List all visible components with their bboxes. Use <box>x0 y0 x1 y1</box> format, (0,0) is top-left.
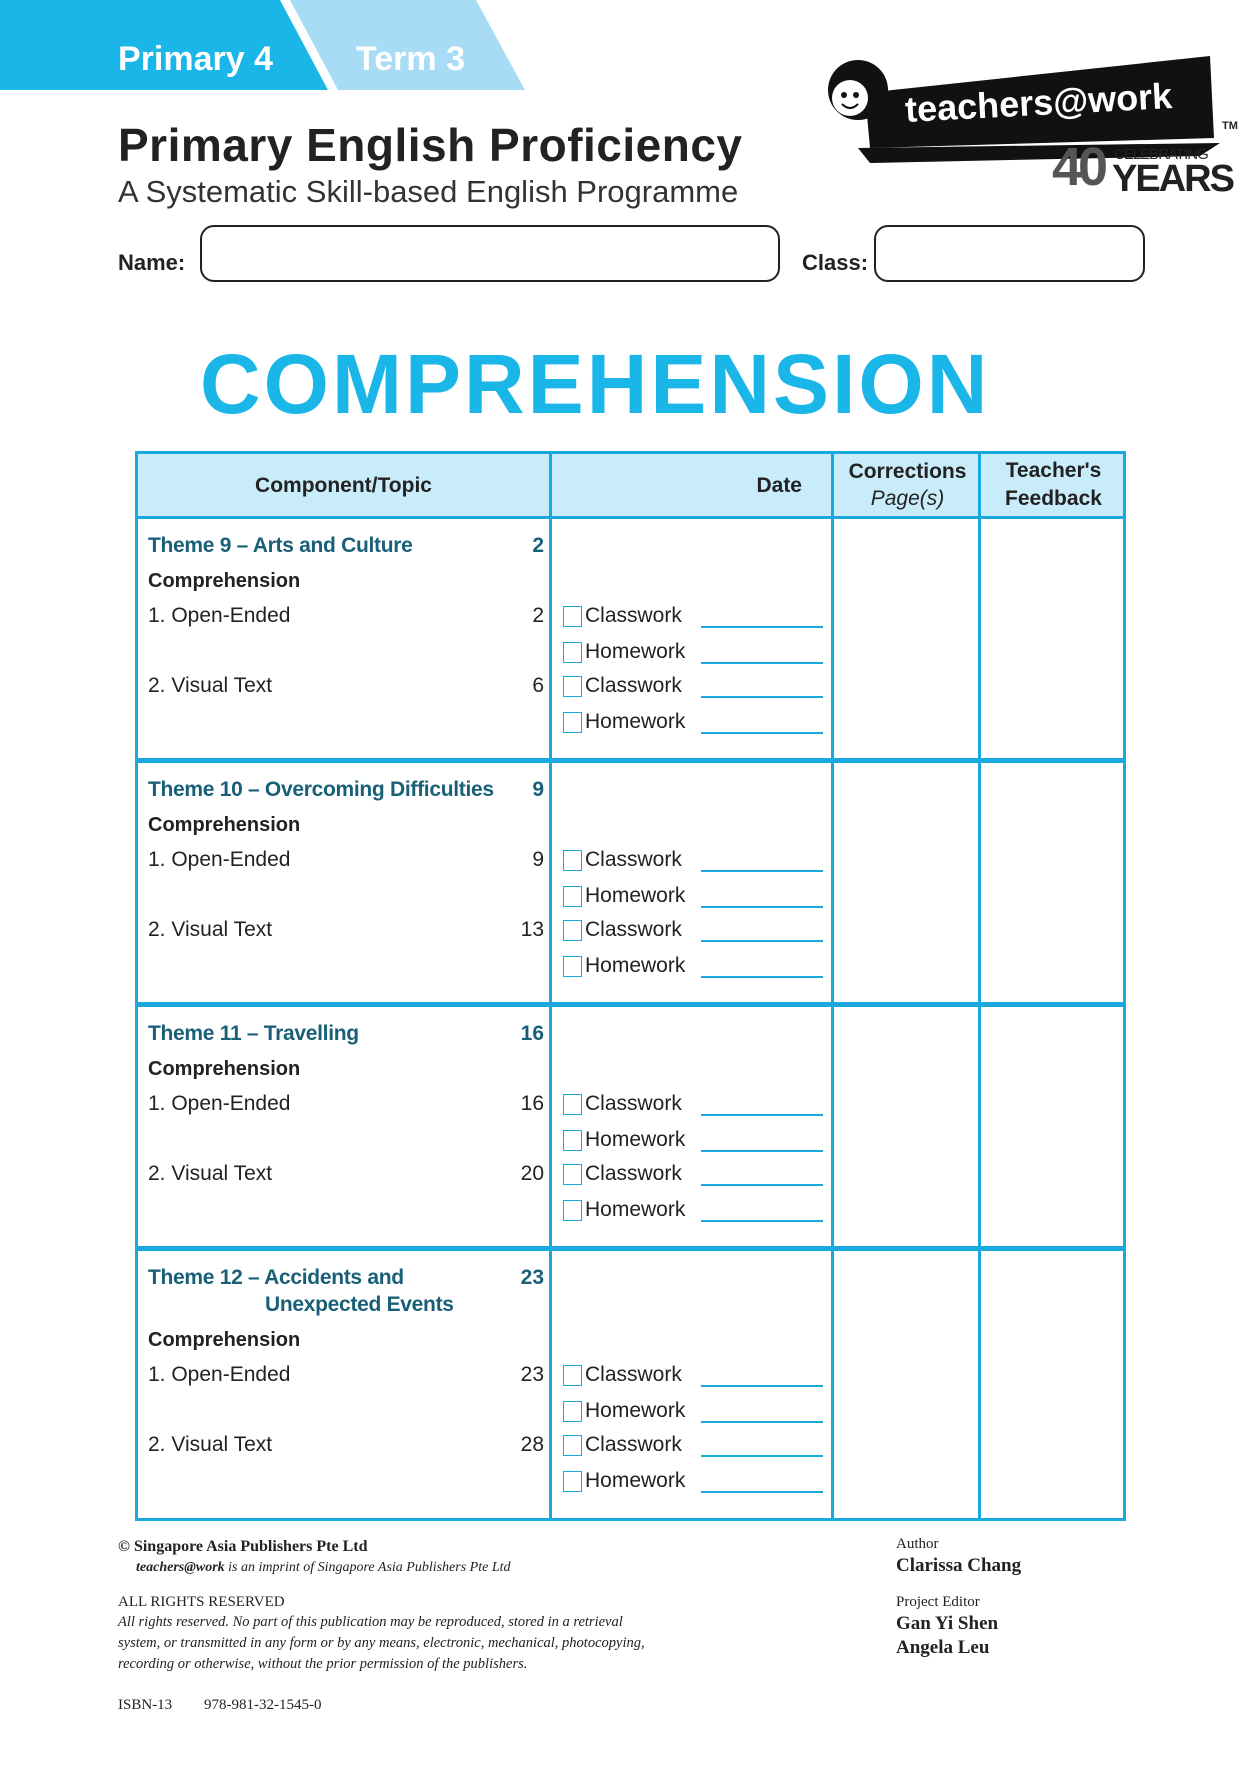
checkbox-icon[interactable] <box>563 1164 582 1185</box>
classwork-checkbox[interactable] <box>563 674 682 698</box>
classwork-label: Classwork <box>585 848 682 871</box>
editor-label: Project Editor <box>896 1594 980 1610</box>
homework-label: Homework <box>585 1128 686 1151</box>
classwork-date-line[interactable] <box>701 940 823 942</box>
item-page: 28 <box>520 1433 544 1456</box>
theme-title: Theme 11 – Travelling <box>148 1022 359 1045</box>
sub-label: Comprehension <box>148 570 301 592</box>
checkbox-icon[interactable] <box>563 1471 582 1492</box>
classwork-label: Classwork <box>585 1363 682 1386</box>
name-label: Name: <box>118 250 186 275</box>
checkbox-icon[interactable] <box>563 712 582 733</box>
theme-title: Theme 9 – Arts and Culture <box>148 534 413 557</box>
classwork-label: Classwork <box>585 918 682 941</box>
item-label: 2. Visual Text <box>148 674 273 697</box>
homework-date-line[interactable] <box>701 662 823 664</box>
homework-label: Homework <box>585 640 686 663</box>
author-label: Author <box>896 1536 939 1552</box>
checkbox-icon[interactable] <box>563 1401 582 1422</box>
item-page: 16 <box>520 1092 544 1115</box>
page-title: Primary English Proficiency <box>118 119 743 171</box>
homework-label: Homework <box>585 1198 686 1221</box>
classwork-label: Classwork <box>585 1092 682 1115</box>
item-label: 1. Open-Ended <box>148 1092 291 1115</box>
classwork-date-line[interactable] <box>701 870 823 872</box>
classwork-date-line[interactable] <box>701 1385 823 1387</box>
rights-line: system, or transmitted in any form or by any means, electronic, mechanical, photocopying, <box>118 1635 645 1651</box>
progress-table <box>135 451 1126 1521</box>
homework-date-line[interactable] <box>701 976 823 978</box>
name-field[interactable] <box>200 225 780 282</box>
classwork-label: Classwork <box>585 1162 682 1185</box>
homework-label: Homework <box>585 884 686 907</box>
item-page: 20 <box>520 1162 544 1185</box>
checkbox-icon[interactable] <box>563 676 582 697</box>
sub-label: Comprehension <box>148 1329 301 1351</box>
item-page: 2 <box>532 604 544 627</box>
classwork-label: Classwork <box>585 1433 682 1456</box>
term-tab: Term 3 <box>356 40 465 78</box>
checkbox-icon[interactable] <box>563 920 582 941</box>
theme-block <box>138 760 1123 1004</box>
homework-checkbox[interactable] <box>563 884 685 908</box>
header-date: Date <box>756 474 802 497</box>
item-label: 1. Open-Ended <box>148 1363 291 1386</box>
item-label: 2. Visual Text <box>148 1162 273 1185</box>
classwork-checkbox[interactable] <box>563 1162 682 1186</box>
checkbox-icon[interactable] <box>563 956 582 977</box>
homework-label: Homework <box>585 1469 686 1492</box>
classwork-checkbox[interactable] <box>563 918 682 942</box>
item-label: 1. Open-Ended <box>148 604 291 627</box>
rights-line: recording or otherwise, without the prior permission of the publishers. <box>118 1656 528 1672</box>
classwork-date-line[interactable] <box>701 696 823 698</box>
rights-title: ALL RIGHTS RESERVED <box>118 1594 285 1610</box>
checkbox-icon[interactable] <box>563 1130 582 1151</box>
homework-checkbox[interactable] <box>563 710 685 734</box>
theme-title: Theme 10 – Overcoming Difficulties <box>148 778 494 801</box>
theme-page: 23 <box>520 1266 544 1289</box>
classwork-checkbox[interactable] <box>563 1092 682 1116</box>
homework-date-line[interactable] <box>701 732 823 734</box>
header-feedback: Teacher's <box>1005 459 1102 482</box>
isbn-label: ISBN-13 <box>118 1697 173 1713</box>
classwork-date-line[interactable] <box>701 1455 823 1457</box>
homework-checkbox[interactable] <box>563 1128 685 1152</box>
checkbox-icon[interactable] <box>563 1435 582 1456</box>
classwork-checkbox[interactable] <box>563 1433 682 1457</box>
homework-date-line[interactable] <box>701 1220 823 1222</box>
checkbox-icon[interactable] <box>563 1365 582 1386</box>
header-corrections: Corrections <box>848 460 967 483</box>
theme-title-2: Unexpected Events <box>265 1293 454 1316</box>
logo-anniv-top: CELEBRATING <box>1114 146 1208 163</box>
theme-block <box>138 1004 1123 1248</box>
classwork-date-line[interactable] <box>701 1184 823 1186</box>
homework-checkbox[interactable] <box>563 954 685 978</box>
imprint <box>136 1560 511 1576</box>
item-label: 1. Open-Ended <box>148 848 291 871</box>
classwork-label: Classwork <box>585 674 682 697</box>
logo-brand: teachers@work <box>904 75 1174 130</box>
theme-block <box>138 1248 1123 1521</box>
classwork-checkbox[interactable] <box>563 604 682 628</box>
checkbox-icon[interactable] <box>563 850 582 871</box>
classwork-date-line[interactable] <box>701 626 823 628</box>
theme-block <box>138 516 1123 760</box>
rights-line: All rights reserved. No part of this publication may be reproduced, stored in a retrieval <box>118 1614 623 1630</box>
logo-anniv-bottom: YEARS <box>1112 158 1233 200</box>
item-page: 13 <box>520 918 544 941</box>
logo-anniv-num: 40 <box>1052 137 1105 197</box>
logo-tm: TM <box>1222 120 1238 132</box>
homework-date-line[interactable] <box>701 1491 823 1493</box>
level-tab: Primary 4 <box>118 40 273 78</box>
imprint-text: is an imprint of Singapore Asia Publishers Pte Ltd <box>224 1560 511 1575</box>
homework-date-line[interactable] <box>701 906 823 908</box>
class-label: Class: <box>802 250 869 275</box>
classwork-date-line[interactable] <box>701 1114 823 1116</box>
author: Clarissa Chang <box>896 1555 1022 1576</box>
item-label: 2. Visual Text <box>148 1433 273 1456</box>
homework-checkbox[interactable] <box>563 1399 685 1423</box>
homework-checkbox[interactable] <box>563 640 685 664</box>
item-page: 6 <box>532 674 544 697</box>
checkbox-icon[interactable] <box>563 606 582 627</box>
item-page: 9 <box>532 848 544 871</box>
theme-page: 9 <box>532 778 544 801</box>
classwork-label: Classwork <box>585 604 682 627</box>
item-page: 23 <box>520 1363 544 1386</box>
sub-label: Comprehension <box>148 814 301 836</box>
homework-date-line[interactable] <box>701 1150 823 1152</box>
homework-label: Homework <box>585 1399 686 1422</box>
homework-checkbox[interactable] <box>563 1198 685 1222</box>
homework-label: Homework <box>585 710 686 733</box>
header-feedback-2: Feedback <box>1005 487 1102 510</box>
isbn: 978-981-32-1545-0 <box>204 1697 322 1713</box>
homework-checkbox[interactable] <box>563 1469 685 1493</box>
theme-page: 16 <box>520 1022 544 1045</box>
checkbox-icon[interactable] <box>563 1200 582 1221</box>
classwork-checkbox[interactable] <box>563 1363 682 1387</box>
homework-date-line[interactable] <box>701 1421 823 1423</box>
classwork-checkbox[interactable] <box>563 848 682 872</box>
imprint-brand: teachers@work <box>136 1560 225 1575</box>
header-pages: Page(s) <box>870 487 945 510</box>
page-subtitle: A Systematic Skill-based English Programme <box>118 174 739 209</box>
copyright: © Singapore Asia Publishers Pte Ltd <box>118 1538 368 1555</box>
checkbox-icon[interactable] <box>563 642 582 663</box>
sub-label: Comprehension <box>148 1058 301 1080</box>
checkbox-icon[interactable] <box>563 886 582 907</box>
header-topic: Component/Topic <box>255 474 432 497</box>
theme-page: 2 <box>532 534 544 557</box>
editor: Angela Leu <box>896 1637 990 1658</box>
section-heading: COMPREHENSION <box>200 337 991 431</box>
checkbox-icon[interactable] <box>563 1094 582 1115</box>
class-field[interactable] <box>874 225 1145 282</box>
item-label: 2. Visual Text <box>148 918 273 941</box>
editor: Gan Yi Shen <box>896 1613 999 1634</box>
theme-title: Theme 12 – Accidents and <box>148 1266 404 1289</box>
homework-label: Homework <box>585 954 686 977</box>
